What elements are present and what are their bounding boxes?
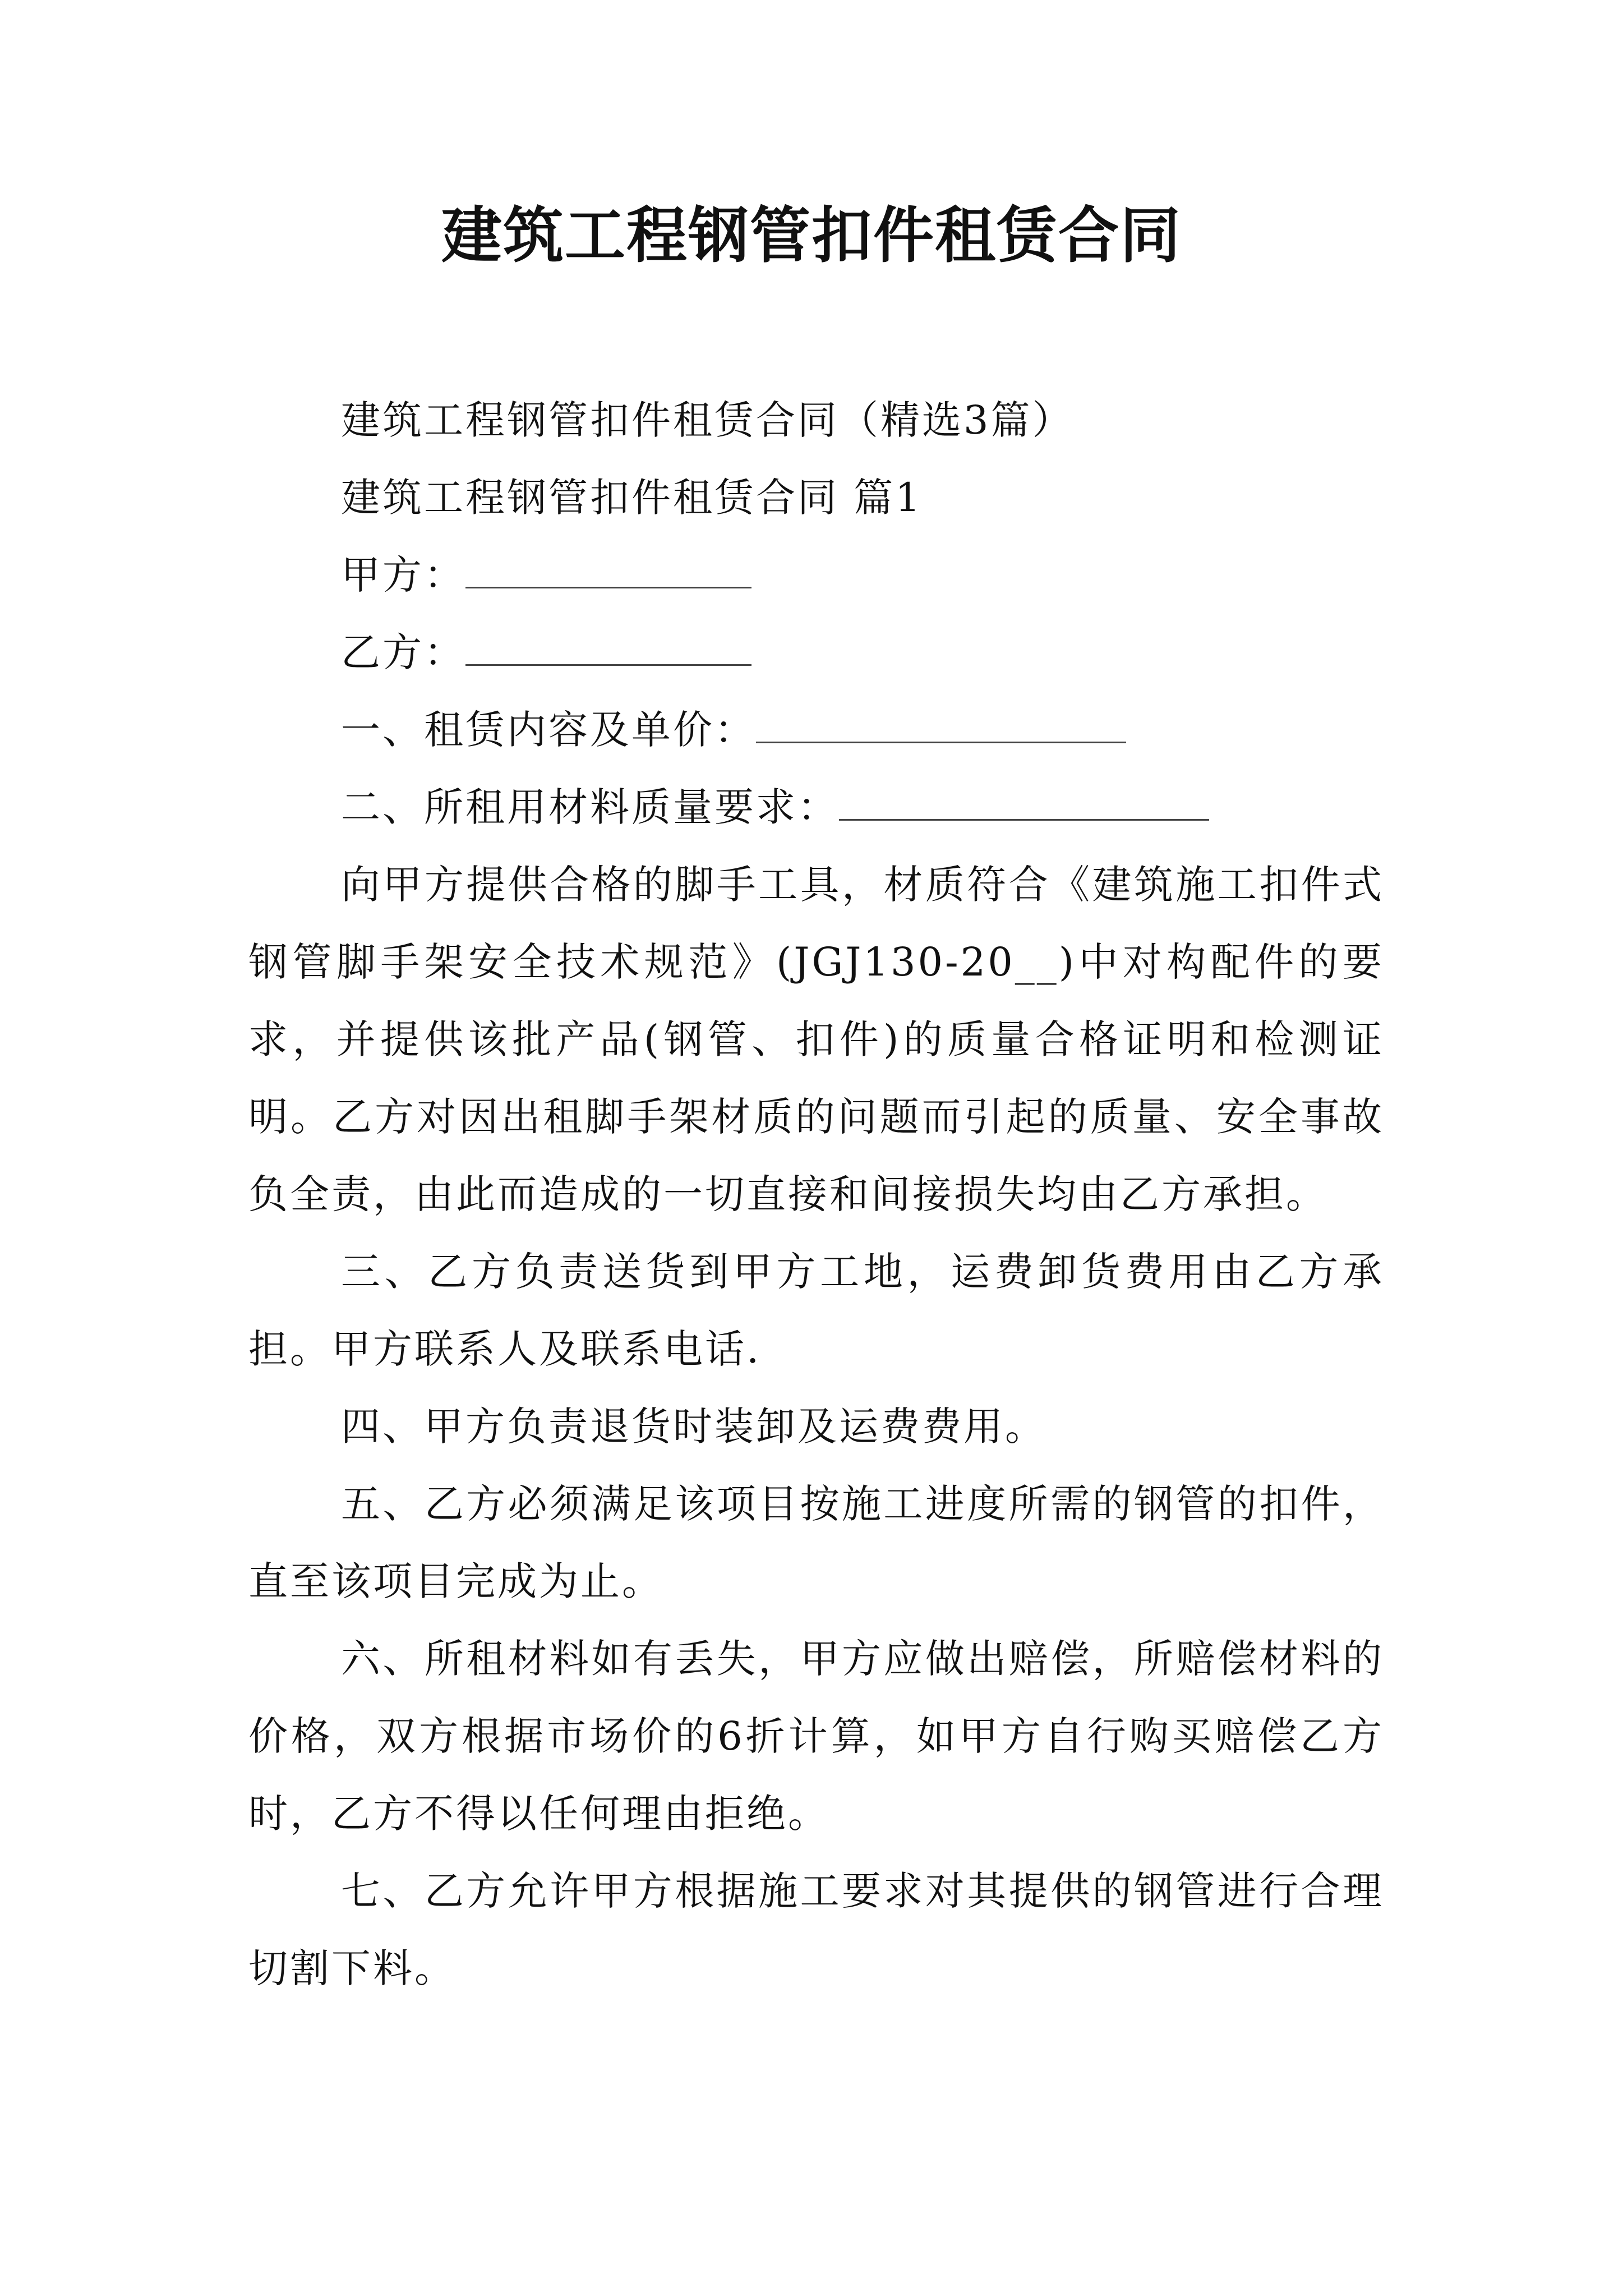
item-2-label: 二、所租用材料质量要求： xyxy=(341,784,839,830)
paragraph-5: 五、乙方必须满足该项目按施工进度所需的钢管的扣件，直至该项目完成为止。 xyxy=(248,1481,1384,1604)
item-1-line xyxy=(248,691,1384,769)
item-2-blank xyxy=(839,785,1209,821)
paragraph-6: 六、所租材料如有丢失，甲方应做出赔偿，所赔偿材料的价格，双方根据市场价的6折计算，如甲方自行购买赔偿乙方时，乙方不得以任何理由拒绝。 xyxy=(248,1636,1384,1837)
quality-paragraph: 向甲方提供合格的脚手工具，材质符合《建筑施工扣件式钢管脚手架安全技术规范》(JGJ130-20__)中对构配件的要求，并提供该批产品(钢管、扣件)的质量合格证明和检测证明。乙方对因出租脚手架材质的问题而引起的质量、安全事故负全责，由此而造成的一切直接和间接损失均由乙方承担。 xyxy=(248,862,1384,1217)
paragraph-4: 四、甲方负责退货时装卸及运费费用。 xyxy=(341,1404,1046,1450)
paragraph-3: 三、乙方负责送货到甲方工地，运费卸货费用由乙方承担。甲方联系人及联系电话. xyxy=(248,1249,1384,1372)
party-a-line xyxy=(248,536,1384,614)
item-1-label: 一、租赁内容及单价： xyxy=(341,707,756,753)
paragraph-7: 七、乙方允许甲方根据施工要求对其提供的钢管进行合理切割下料。 xyxy=(248,1868,1384,1991)
document-subtitle: 建筑工程钢管扣件租赁合同（精选3篇） xyxy=(341,397,1074,443)
party-b-label: 乙方： xyxy=(341,629,465,675)
party-a-blank xyxy=(465,553,751,588)
section-heading: 建筑工程钢管扣件租赁合同 篇1 xyxy=(341,475,923,521)
document-title: 建筑工程钢管扣件租赁合同 xyxy=(441,200,1182,271)
item-2-line xyxy=(248,769,1384,846)
party-b-line xyxy=(248,614,1384,691)
party-b-blank xyxy=(465,631,751,666)
party-a-label: 甲方： xyxy=(341,552,465,598)
item-1-blank xyxy=(756,708,1126,743)
document-body xyxy=(248,381,1384,2007)
